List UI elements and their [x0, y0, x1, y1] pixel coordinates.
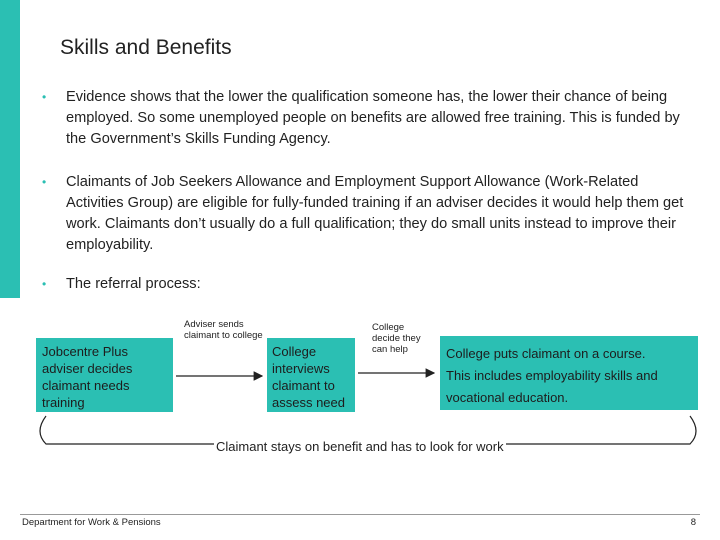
course-line-2: This includes employability skills and vocational education. — [446, 368, 658, 405]
step-note-adviser: Adviser sends claimant to college — [184, 319, 263, 341]
bullet-dot-icon: • — [42, 175, 47, 189]
slide-title: Skills and Benefits — [60, 36, 232, 59]
page-number: 8 — [690, 517, 696, 528]
bullet-text: The referral process: — [66, 276, 201, 292]
step-course-box — [440, 336, 698, 410]
bullet-dot-icon: • — [42, 90, 47, 104]
step-note-college: College decide they can help — [372, 322, 421, 355]
course-line-1: College puts claimant on a course. — [446, 346, 646, 361]
brace-label: Claimant stays on benefit and has to look for work — [216, 439, 504, 454]
footer-divider — [20, 514, 700, 515]
step-college-interview-box: College interviews claimant to assess need — [267, 338, 355, 412]
bullet-dot-icon: • — [42, 277, 47, 291]
bullet-text: Evidence shows that the lower the qualification someone has, the lower their chance of being employed. So some unemployed people on benefits are allowed free training. This is funded by the Government’s Skills Funding Agency. — [66, 89, 680, 147]
footer-organisation: Department for Work & Pensions — [22, 517, 161, 528]
bullet-text: Claimants of Job Seekers Allowance and Employment Support Allowance (Work-Related Activities Group) are eligible for fully-funded training if an adviser decides it would help them get work. Claimants don’t usually do a full qualification; they do small units instead to improve their employability. — [66, 174, 684, 253]
step-jobcentre-box: Jobcentre Plus adviser decides claimant needs training — [36, 338, 173, 412]
